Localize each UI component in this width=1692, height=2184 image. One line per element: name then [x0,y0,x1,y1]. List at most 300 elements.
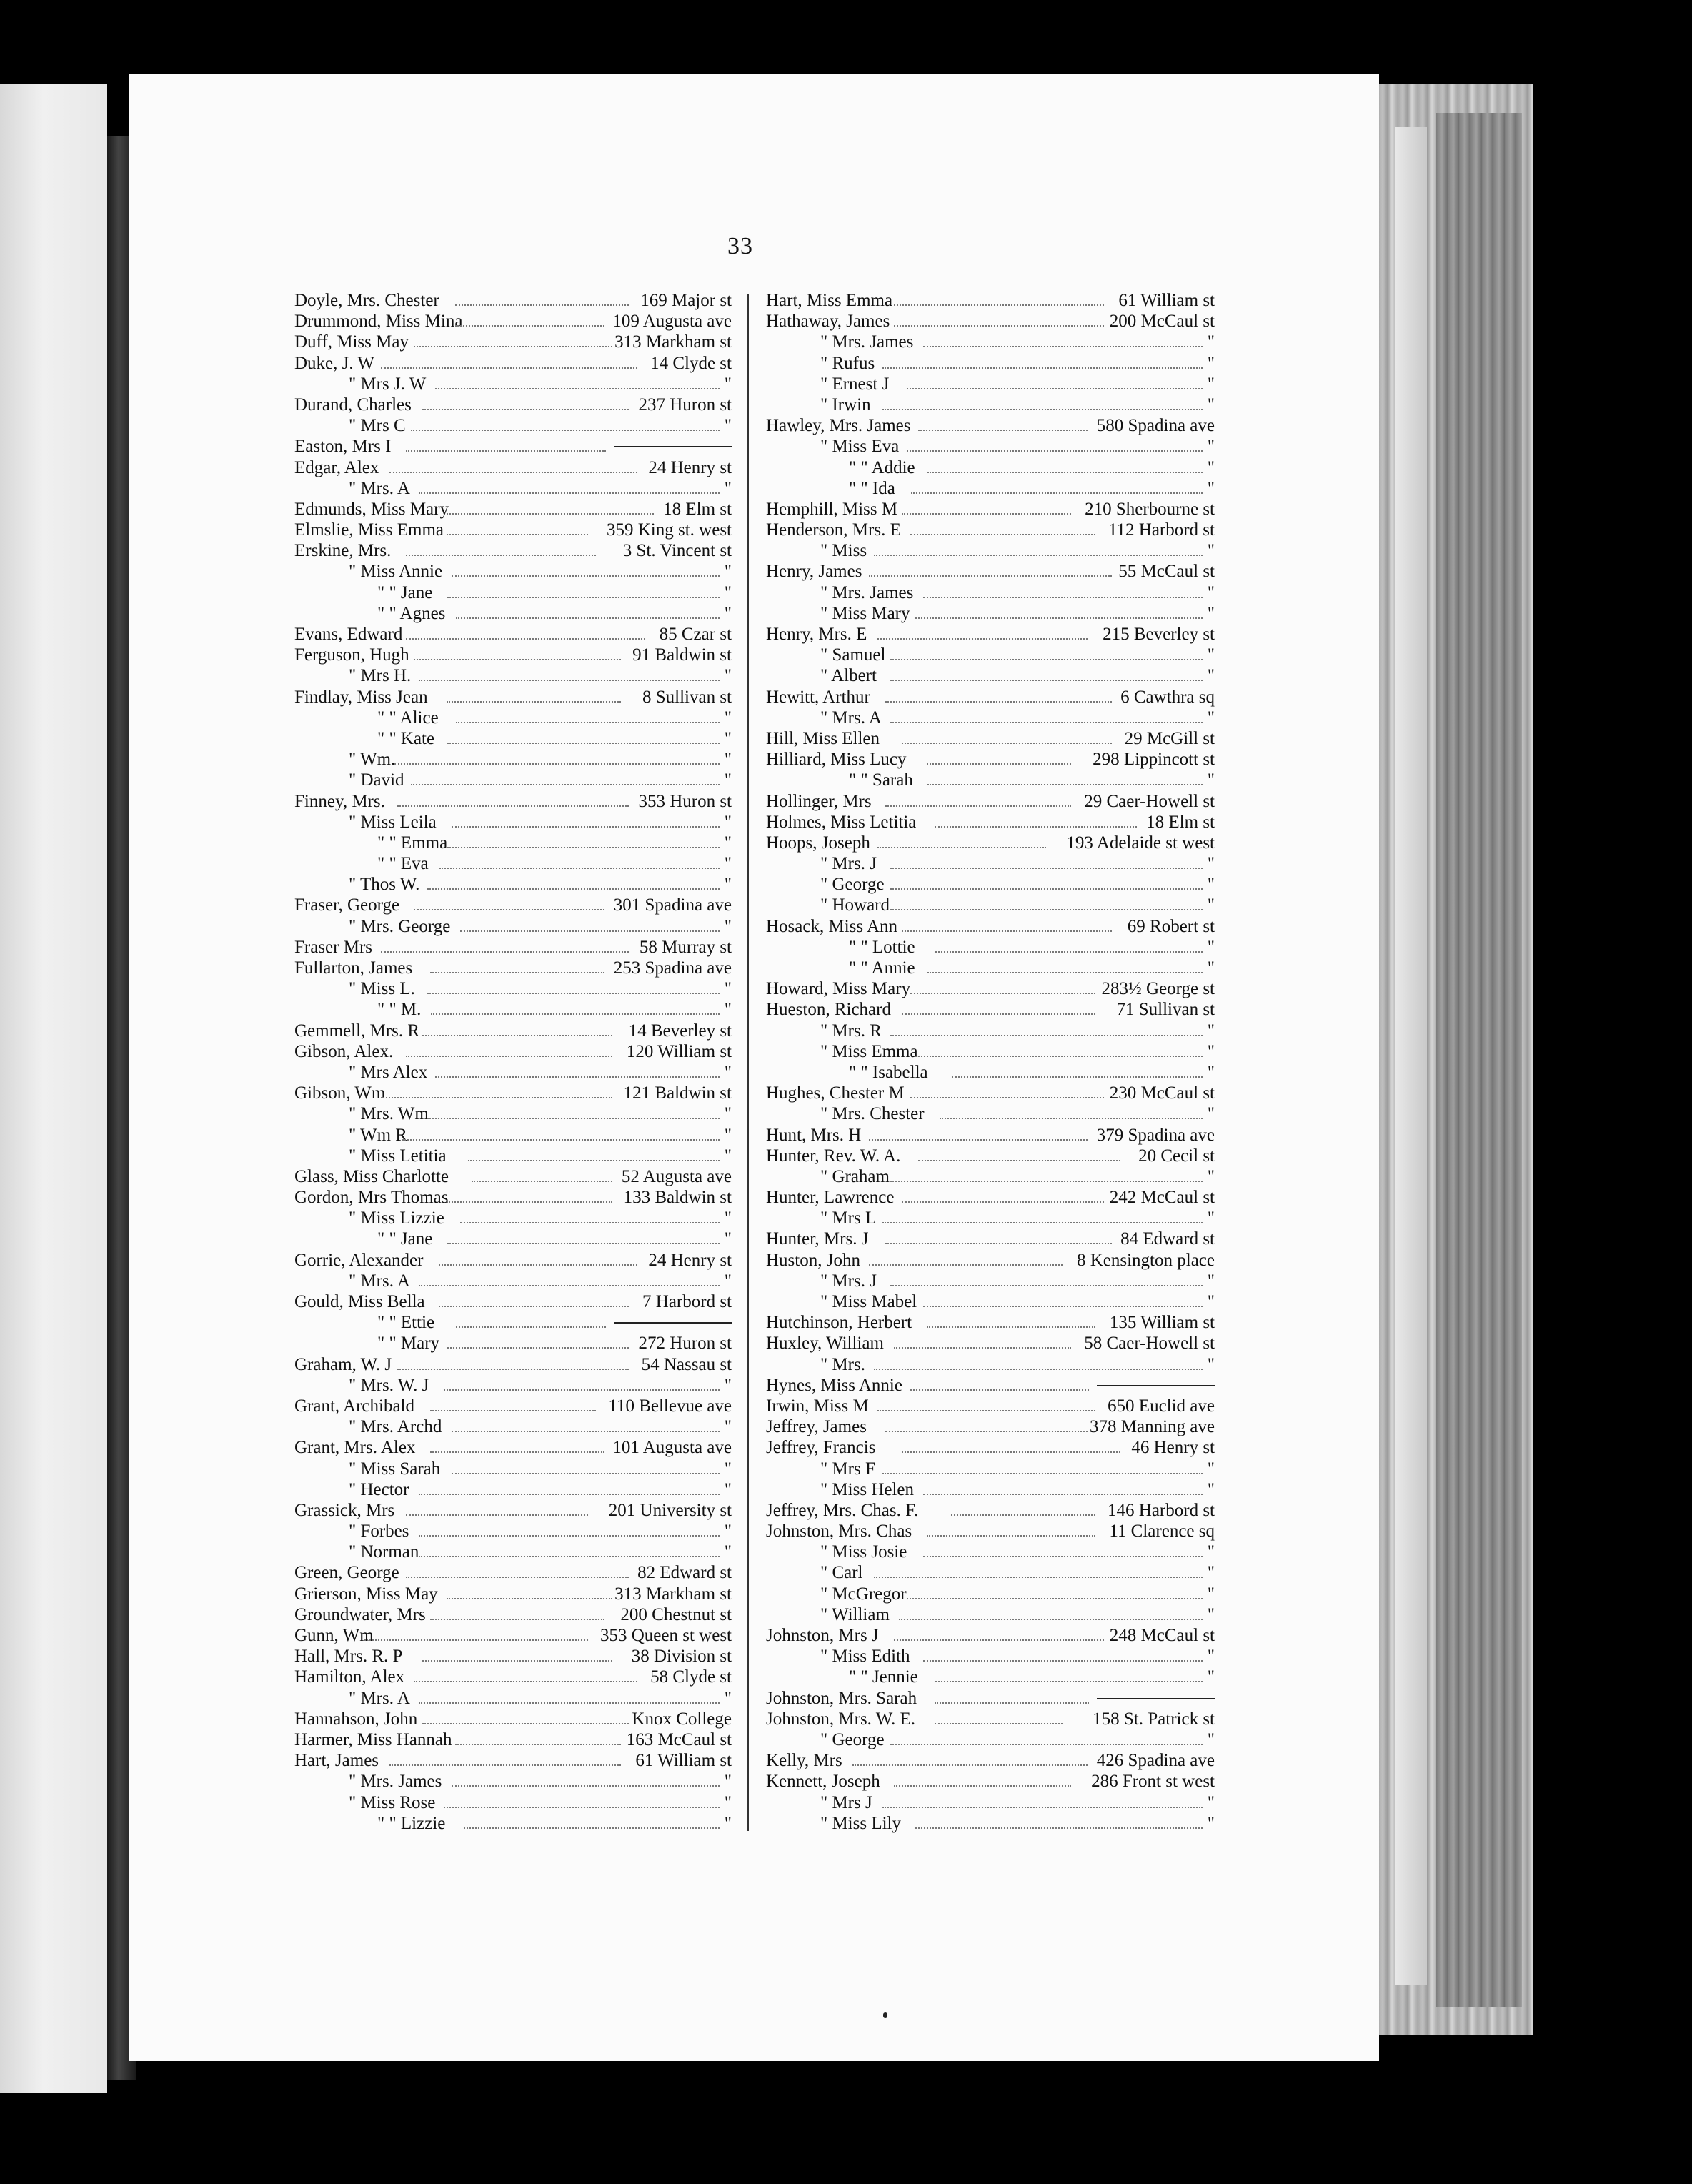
entry-address: " [724,1271,732,1291]
dot-leader [915,1056,1203,1057]
entry-name: Hosack, Miss Ann [766,916,898,936]
dot-leader [882,1807,1203,1808]
dot-leader [419,1494,720,1495]
entry-address: " [1207,1041,1215,1061]
entry-name: " " Eva [377,854,429,874]
entry-name: Hemphill, Miss M [766,499,898,519]
dot-leader [427,888,720,890]
entry-name: " " Isabella [849,1062,928,1082]
entry-address: " [724,1522,732,1542]
dot-leader [419,680,720,681]
directory-entry [294,1729,732,1750]
dot-leader [902,1013,1095,1015]
dot-leader [452,575,720,577]
dot-leader [381,1097,612,1098]
directory-entry [294,978,732,999]
entry-name: Hughes, Chester M [766,1083,905,1103]
entry-address: " [724,1417,732,1437]
dot-leader [894,304,1104,306]
directory-entry [294,1083,732,1103]
dot-leader [447,1347,629,1349]
directory-entry [294,1688,732,1709]
entry-name: Hart, Miss Emma [766,291,893,310]
entry-name: " Mrs. W. J [349,1375,429,1395]
blank-address-rule [614,446,732,447]
entry-address: 58 Caer-Howell st [1084,1334,1215,1354]
entry-address: 353 Huron st [638,791,732,811]
directory-entry [766,290,1215,311]
entry-name: Kelly, Mrs [766,1751,842,1771]
dot-leader [885,701,1112,703]
entry-address: 200 McCaul st [1109,312,1215,332]
dot-leader [935,1723,1063,1724]
dot-leader [456,617,720,619]
entry-name: " " Mary [377,1334,440,1354]
dot-leader [890,659,1203,660]
entry-address: " [1207,895,1215,915]
entry-name: " Miss Annie [349,562,443,582]
dot-leader [927,1535,1096,1537]
entry-address: " [724,708,732,728]
entry-name: " Mrs. Chester [820,1104,925,1124]
entry-address: 112 Harbord st [1108,520,1215,540]
entry-address: 146 Harbord st [1108,1500,1215,1520]
dot-leader [918,1160,1120,1161]
entry-address: " [1207,770,1215,790]
entry-address: " [1207,374,1215,394]
dot-leader [414,346,612,347]
dot-leader [877,847,1047,848]
directory-entry [294,1459,732,1479]
directory-entry [766,1729,1215,1750]
directory-entry [294,1813,732,1834]
entry-name: " Rufus [820,353,875,373]
directory-entry [766,499,1215,520]
entry-name: " " Ida [849,478,895,498]
entry-name: Fullarton, James [294,958,413,978]
dot-leader [890,909,1203,910]
dot-leader [447,1243,720,1244]
entry-name: Hutchinson, Herbert [766,1313,912,1333]
directory-entry [766,1354,1215,1375]
directory-entry [294,290,732,311]
entry-name: Evans, Edward [294,625,403,644]
directory-entry [766,457,1215,478]
dot-leader [406,450,607,452]
entry-name: Howard, Miss Mary [766,979,911,999]
entry-address: " [1207,437,1215,457]
dot-leader [902,743,1112,744]
dot-leader [427,1118,720,1119]
entry-address: " [1207,1292,1215,1311]
entry-address: " [724,1146,732,1166]
dot-leader [414,659,621,660]
dot-leader [935,1702,1089,1704]
entry-address: " [724,916,732,936]
entry-address: " [1207,603,1215,623]
entry-address: 85 Czar st [659,625,732,644]
entry-address: 253 Spadina ave [613,958,732,978]
directory-entry [294,520,732,540]
dot-leader [447,1201,612,1203]
entry-name: " Mrs. George [349,916,451,936]
entry-address: 283½ George st [1101,979,1215,999]
entry-address: " [1207,394,1215,415]
dot-leader [877,1410,1096,1411]
entry-name: Harmer, Miss Hannah [294,1729,452,1749]
dot-leader [419,492,720,494]
entry-name: " Hector [349,1479,409,1499]
entry-address: 29 Caer-Howell st [1084,791,1215,811]
entry-address: " [1207,1021,1215,1041]
entry-address: " [1207,1604,1215,1624]
dot-leader [394,763,720,765]
dot-leader [406,555,597,556]
directory-entry [294,1584,732,1604]
dot-leader [935,951,1203,953]
entry-address: 91 Baldwin st [632,645,732,665]
entry-name: " Mrs J. W [349,374,427,394]
entry-name: " Mrs. R [820,1021,882,1041]
dot-leader [915,1827,1203,1829]
entry-address: " [724,1104,732,1124]
entry-address: " [1207,582,1215,602]
directory-entry [294,1125,732,1146]
dot-leader [899,1619,1203,1620]
entry-name: Johnston, Mrs. Chas [766,1522,912,1542]
entry-address: " [724,1813,732,1833]
entry-address: " [724,603,732,623]
dot-leader [907,1598,1203,1599]
dot-leader [455,325,604,327]
entry-address: 6 Cawthra sq [1120,687,1215,707]
entry-name: " " Lizzie [377,1813,446,1833]
entry-name: " Mrs. A [349,1271,410,1291]
entry-address: " [1207,1271,1215,1291]
entry-name: Hamilton, Alex [294,1667,405,1687]
entry-address: 18 Elm st [1146,812,1215,832]
dot-leader [915,617,1203,619]
entry-name: " " M. [377,1000,422,1020]
entry-address: 215 Beverley st [1103,625,1215,644]
dot-leader [427,993,720,994]
directory-entry [294,853,732,874]
dot-leader [890,722,1203,723]
entry-address: " [1207,1479,1215,1499]
entry-name: Hoops, Joseph [766,833,870,853]
directory-entry [766,1333,1215,1354]
directory-entry [766,1437,1215,1458]
directory-entry [766,1083,1215,1103]
directory-entry [294,1250,732,1271]
directory-entry [766,1479,1215,1500]
entry-name: " Mrs. James [349,1772,442,1792]
entry-address: " [724,1479,732,1499]
directory-entry [766,874,1215,895]
directory-entry [294,478,732,499]
directory-entry [294,833,732,853]
entry-address: " [1207,645,1215,665]
entry-name: Hill, Miss Ellen [766,728,880,748]
dot-leader [890,868,1203,869]
directory-entry [766,353,1215,374]
dot-leader [890,1285,1203,1286]
directory-entry [294,1604,732,1625]
dot-leader [389,472,637,473]
entry-name: " " Alice [377,708,439,728]
entry-address: 301 Spadina ave [613,895,732,915]
dot-leader [411,784,720,785]
entry-name: Jeffrey, James [766,1417,867,1437]
entry-address: " [1207,332,1215,352]
entry-address: " [724,562,732,582]
directory-entry [766,665,1215,686]
entry-name: Ferguson, Hugh [294,645,409,665]
directory-entry [294,1437,732,1458]
entry-name: Elmslie, Miss Emma [294,520,444,540]
entry-address: 14 Clyde st [650,353,732,373]
directory-entry [766,1792,1215,1813]
entry-address: 158 St. Patrick st [1093,1709,1215,1729]
entry-name: Gibson, Wm [294,1083,386,1103]
entry-name: Doyle, Mrs. Chester [294,291,439,310]
directory-entry [766,520,1215,540]
entry-address: 20 Cecil st [1138,1146,1215,1166]
entry-address: 84 Edward st [1120,1229,1215,1249]
directory-entry [294,1208,732,1228]
entry-name: " " Agnes [377,603,446,623]
column-divider [747,294,749,1831]
directory-entry [766,645,1215,665]
dot-leader [935,826,1137,828]
entry-address: 200 Chestnut st [620,1604,732,1624]
directory-entry [766,1375,1215,1396]
entry-name: Fraser Mrs [294,937,373,957]
entry-address: 24 Henry st [648,1250,732,1270]
entry-address: 58 Clyde st [650,1667,732,1687]
left-page-edge [0,84,107,2093]
entry-name: Grant, Mrs. Alex [294,1438,416,1458]
directory-entry [766,1667,1215,1687]
entry-name: " Mrs H. [349,666,412,686]
directory-entry [766,1813,1215,1834]
directory-entry [294,540,732,561]
dot-leader [422,1723,629,1724]
dot-leader [894,1347,1071,1349]
directory-entry [294,1333,732,1354]
dot-leader [918,430,1088,431]
entry-name: Hunter, Lawrence [766,1188,895,1208]
dot-leader [923,597,1203,598]
directory-entry [766,436,1215,457]
directory-entry [294,311,732,332]
dot-leader [902,1451,1120,1453]
dot-leader [927,1326,1096,1328]
entry-address: " [1207,1729,1215,1749]
entry-address: 426 Spadina ave [1096,1751,1215,1771]
entry-name: Hart, James [294,1751,379,1771]
entry-name: " Ernest J [820,374,890,394]
entry-address: " [1207,1542,1215,1562]
entry-address: " [724,1772,732,1792]
entry-name: " David [349,770,404,790]
dot-leader [402,1139,720,1141]
entry-name: Edgar, Alex [294,457,379,477]
dot-leader [455,1744,621,1745]
directory-entry [294,1228,732,1249]
entry-name: Hathaway, James [766,312,890,332]
dot-leader [869,575,1112,577]
blank-address-rule [1097,1385,1215,1386]
directory-entry [294,1187,732,1208]
directory-entry [294,1146,732,1166]
dot-leader [422,1660,613,1662]
directory-entry [766,1250,1215,1271]
entry-name: " " Jane [377,1229,433,1249]
directory-entry [294,1709,732,1729]
dot-leader [935,1681,1203,1682]
dot-leader [411,430,720,431]
directory-entry [294,1500,732,1521]
directory-entry [766,1312,1215,1333]
directory-entry [294,770,732,790]
entry-name: " Mrs. Archd [349,1417,442,1437]
directory-entry [294,1542,732,1562]
directory-entry [766,561,1215,582]
directory-entry [766,687,1215,708]
entry-name: " George [820,875,885,895]
directory-entry [294,665,732,686]
directory-entry [294,749,732,770]
entry-address: 163 McCaul st [626,1729,732,1749]
entry-name: " Miss Lizzie [349,1208,444,1228]
entry-address: " [1207,1584,1215,1604]
dot-leader [447,513,654,515]
entry-address: " [724,1688,732,1708]
directory-entry [294,603,732,624]
entry-name: " Graham [820,1166,890,1186]
entry-name: " William [820,1604,890,1624]
entry-name: " Miss L. [349,979,415,999]
entry-address: " [1207,1166,1215,1186]
entry-name: Duff, Miss May [294,332,409,352]
directory-entry [766,311,1215,332]
entry-address: 109 Augusta ave [612,312,732,332]
entry-address: " [1207,1792,1215,1812]
dot-leader [951,1514,1095,1516]
blank-address-rule [614,1322,732,1324]
dot-leader [397,805,629,807]
entry-name: Grassick, Mrs [294,1500,395,1520]
directory-entry [766,1291,1215,1312]
entry-name: Hall, Mrs. R. P [294,1647,403,1667]
dot-leader [447,1598,612,1599]
entry-name: " Wm R [349,1125,407,1145]
entry-name: Johnston, Mrs J [766,1626,879,1645]
entry-name: Johnston, Mrs. W. E. [766,1709,916,1729]
dot-leader [435,1076,720,1078]
dot-leader [890,1181,1203,1182]
entry-address: " [724,728,732,748]
entry-name: Hueston, Richard [766,1000,891,1020]
entry-address: " [1207,1104,1215,1124]
entry-address: 3 St. Vincent st [622,541,732,561]
directory-entry [766,1125,1215,1146]
entry-address: " [1207,666,1215,686]
entry-name: " Samuel [820,645,886,665]
entry-address: " [1207,1813,1215,1833]
directory-entry [766,1646,1215,1667]
entry-address: " [1207,958,1215,978]
entry-address: 313 Markham st [614,332,732,352]
directory-entry [766,853,1215,874]
entry-name: Gould, Miss Bella [294,1292,425,1311]
entry-address: " [724,979,732,999]
dot-leader [447,701,621,703]
entry-name: " Mrs F [820,1459,875,1479]
dot-leader [894,325,1104,327]
entry-address: " [724,1208,732,1228]
dot-leader [452,1431,720,1432]
directory-entry [766,1208,1215,1228]
directory-entry [294,394,732,415]
directory-entry [766,1271,1215,1291]
page-edge-band-dark [1436,113,1522,2007]
entry-address: 120 William st [626,1041,732,1061]
entry-address: " [724,875,732,895]
directory-entry [294,582,732,603]
directory-entry [766,1228,1215,1249]
dot-leader [923,1494,1203,1495]
entry-address: 11 Clarence sq [1109,1522,1215,1542]
entry-address: " [1207,1563,1215,1583]
entry-address: " [1207,1459,1215,1479]
dot-leader [882,367,1203,369]
dot-leader [430,1451,604,1453]
directory-entry [294,561,732,582]
entry-name: Jeffrey, Mrs. Chas. F. [766,1500,919,1520]
entry-name: " Forbes [349,1522,409,1542]
directory-entry [766,1750,1215,1771]
entry-name: " Miss Letitia [349,1146,447,1166]
entry-name: " Miss Leila [349,812,437,832]
directory-entry [294,1166,732,1187]
dot-leader [894,1785,1071,1787]
entry-name: Hewitt, Arthur [766,687,870,707]
entry-address: 101 Augusta ave [612,1438,732,1458]
dot-leader [419,1556,720,1557]
entry-address: 359 King st. west [607,520,732,540]
entry-name: " Mrs. James [820,582,914,602]
entry-address: 286 Front st west [1091,1772,1215,1792]
dot-leader [381,951,629,953]
entry-address: " [1207,478,1215,498]
dot-leader [456,1326,607,1328]
entry-name: " Mrs L [820,1208,877,1228]
dot-leader [419,1535,720,1537]
entry-name: " Albert [820,666,877,686]
entry-name: Henry, James [766,562,862,582]
entry-name: Gunn, Wm [294,1626,374,1645]
entry-address: " [724,1062,732,1082]
dot-leader [927,472,1203,473]
dot-leader [406,1514,588,1516]
entry-address: 378 Manning ave [1090,1417,1215,1437]
directory-entry [294,1312,732,1333]
entry-address: 18 Elm st [663,499,732,519]
entry-name: Erskine, Mrs. [294,541,392,561]
directory-entry [766,1062,1215,1083]
